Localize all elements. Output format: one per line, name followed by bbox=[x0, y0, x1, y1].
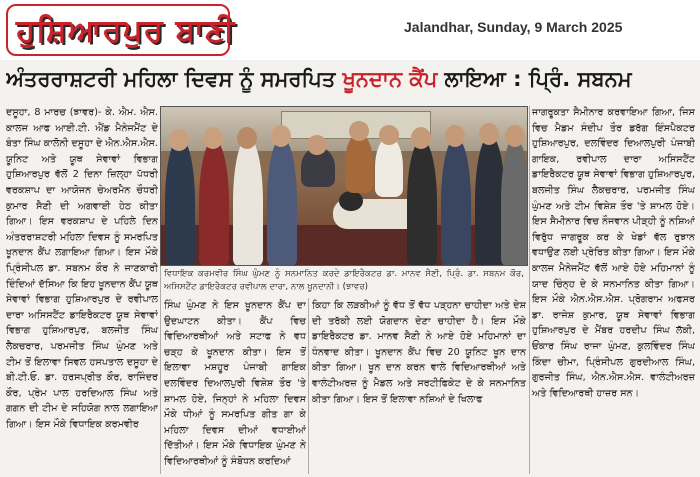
person-figure bbox=[165, 137, 195, 266]
column-divider bbox=[308, 298, 309, 474]
photo-caption: ਵਿਧਾਇਕ ਕਰਮਵੀਰ ਸਿੰਘ ਘੁੰਮਣ ਨੂੰ ਸਨਮਾਨਿਤ ਕਰਦੇ ਡਾਇਰੈਕਟਰ ਡਾ. ਮਾਨਵ ਸੈਣੀ, ਪ੍ਰਿੰ. ਡਾ. ਸਬਨਮ ਕੌਰ, ਅਸਿਸਟੈਂਟ ਡਾਇਰੈਕਟਰ ਰਵੀਪਾਲ ਦਾਰਾ, ਨਾਲ ਖੂਨਦਾਨੀ। (ਝਾਵਰ) bbox=[164, 269, 524, 292]
article-column-1 bbox=[6, 105, 158, 475]
headline-tail: ਲਾਇਆ : ਪ੍ਰਿੰ. ਸਬਨਮ bbox=[437, 67, 632, 91]
person-head bbox=[237, 127, 257, 149]
masthead bbox=[0, 0, 700, 60]
person-head bbox=[479, 123, 499, 145]
headline-main: ਅੰਤਰਰਾਸ਼ਟਰੀ ਮਹਿਲਾ ਦਿਵਸ ਨੂੰ ਸਮਰਪਿਤ bbox=[6, 67, 343, 91]
article-headline bbox=[6, 62, 696, 96]
column-1-text: ਦਸੂਹਾ, 8 ਮਾਰਚ (ਝਾਵਰ)- ਕੇ. ਐਮ. ਐਸ. ਕਾਲਜ ਆਫ ਆਈ.ਟੀ. ਐਂਡ ਮੈਨੇਜਮੈਂਟ ਦੇ ਬੰਤਾ ਸਿੰਘ ਕਾਲੋਨੀ ਦਸੂਹਾ ਦੇ ਐਨ.ਐਸ.ਐਸ. ਯੂਨਿਟ ਅਤੇ ਯੂਥ ਸੇਵਾਵਾਂ ਵਿਭਾਗ ਹੁਸ਼ਿਆਰਪੁਰ ਵੱਲੋਂ 2 ਦਿਨਾ ਜ਼ਿਲ੍ਹਾ ਪੱਧਰੀ ਵਰਕਸ਼ਾਪ ਦਾ ਆਯੋਜਨ ਚੇਅਰਮੈਨ ਚੌਧਰੀ ਕੁਮਾਰ ਸੈਣੀ ਦੀ ਅਗਵਾਈ ਹੇਠ ਕੀਤਾ ਗਿਆ। ਇਸ ਵਰਕਸ਼ਾਪ ਦੇ ਪਹਿਲੇ ਦਿਨ ਅੰਤਰਰਾਸ਼ਟਰੀ ਮਹਿਲਾ ਦਿਵਸ ਨੂੰ ਸਮਰਪਿਤ ਖੂਨਦਾਨ ਕੈਂਪ ਲਗਾਇਆ ਗਿਆ। ਇਸ ਮੌਕੇ ਪ੍ਰਿੰਸੀਪਲ ਡਾ. ਸਬਨਮ ਕੌਰ ਨੇ ਜਾਣਕਾਰੀ ਦਿੰਦਿਆਂ ਦੱਸਿਆ ਕਿ ਇਹ ਖੂਨਦਾਨ ਕੈਂਪ ਯੂਥ ਸੇਵਾਵਾਂ ਵਿਭਾਗ ਹੁਸ਼ਿਆਰਪੁਰ ਦੇ ਰਵੀਪਾਲ ਦਾਰਾ ਅਸਿਸਟੈਂਟ ਡਾਇਰੈਕਟਰ ਯੂਥ ਸੇਵਾਵਾਂ ਵਿਭਾਗ ਹੁਸ਼ਿਆਰਪੁਰ, ਬਲਜੀਤ ਸਿੰਘ ਲੈਕਚਰਾਰ, ਪਰਮਜੀਤ ਸਿੰਘ ਘੁੰਮਣ ਅਤੇ ਟੀਮ ਤੋਂ ਇਲਾਵਾ ਸਿਵਲ ਹਸਪਤਾਲ ਦਸੂਹਾ ਦੇ ਬੀ.ਟੀ.ਓ. ਡਾ. ਹਰਸਪ੍ਰੀਤ ਕੌਰ, ਰਾਜਿੰਦਰ ਕੌਰ, ਪ੍ਰੇਮ ਪਾਲ ਹਰਦਿਆਲ ਸਿੰਘ ਅਤੇ ਗਗਨ ਦੀ ਟੀਮ ਦੇ ਸਹਿਯੋਗ ਨਾਲ ਲਗਾਇਆ ਗਿਆ। ਇਸ ਮੌਕੇ ਵਿਧਾਇਕ ਕਰਮਵੀਰ bbox=[6, 107, 158, 430]
dateline: Jalandhar, Sunday, 9 March 2025 bbox=[404, 19, 623, 35]
person-figure bbox=[345, 133, 373, 193]
person-figure bbox=[441, 137, 471, 266]
newspaper-title: ਹੁਸ਼ਿਆਰਪੁਰ ਬਾਣੀ bbox=[16, 13, 236, 49]
column-2-text: ਸਿੰਘ ਘੁੰਮਣ ਨੇ ਇਸ ਖੂਨਦਾਨ ਕੈਂਪ ਦਾ ਉਦਘਾਟਨ ਕੀਤਾ। ਕੈਂਪ ਵਿਚ ਵਿਦਿਆਰਥੀਆਂ ਅਤੇ ਸਟਾਫ ਨੇ ਵਧ ਚੜ੍ਹ ਕੇ ਖੂਨਦਾਨ ਕੀਤਾ। ਇਸ ਤੋਂ ਇਲਾਵਾ ਮਸ਼ਹੂਰ ਪੰਜਾਬੀ ਗਾਇਕ ਦਲਵਿੰਦਰ ਦਿਆਲਪੁਰੀ ਵਿਸ਼ੇਸ਼ ਤੌਰ 'ਤੇ ਸ਼ਾਮਲ ਹੋਏ, ਜਿਨ੍ਹਾਂ ਨੇ ਮਹਿਲਾ ਦਿਵਸ ਮੌਕੇ ਧੀਆਂ ਨੂੰ ਸਮਰਪਿਤ ਗੀਤ ਗਾ ਕੇ ਮਹਿਲਾ ਦਿਵਸ ਦੀਆਂ ਵਧਾਈਆਂ ਦਿੱਤੀਆਂ। ਇਸ ਮੌਕੇ ਵਿਧਾਇਕ ਘੁੰਮਣ ਨੇ ਵਿਦਿਆਰਥੀਆਂ ਨੂੰ ਸੰਬੋਧਨ ਕਰਦਿਆਂ bbox=[164, 300, 306, 467]
person-head bbox=[203, 127, 223, 149]
person-head bbox=[349, 121, 369, 141]
article-column-4 bbox=[532, 105, 695, 475]
column-4-text: ਜਾਗਰੂਕਤਾ ਸੈਮੀਨਾਰ ਕਰਵਾਇਆ ਗਿਆ, ਜਿਸ ਵਿਚ ਮੈਡਮ ਸੰਦੀਪ ਤੌਰ ਡਰੱਗ ਇੰਸਪੈਕਟਰ ਹੁਸ਼ਿਆਰਪੁਰ, ਦਲਵਿੰਦਰ ਦਿਆਲਪੁਰੀ ਪੰਜਾਬੀ ਗਾਇਕ, ਰਵੀਪਾਲ ਦਾਰਾ ਅਸਿਸਟੈਂਟ ਡਾਇਰੈਕਟਰ ਯੂਥ ਸੇਵਾਵਾਂ ਵਿਭਾਗ ਹੁਸ਼ਿਆਰਪੁਰ, ਬਲਜੀਤ ਸਿੰਘ ਲੈਕਚਰਾਰ, ਪਰਮਜੀਤ ਸਿੰਘ ਘੁੰਮਣ ਅਤੇ ਟੀਮ ਵਿਸ਼ੇਸ਼ ਤੌਰ 'ਤੇ ਸ਼ਾਮਲ ਹੋਏ। ਇਸ ਸੈਮੀਨਾਰ ਵਿਚ ਨੌਜਵਾਨ ਪੀੜ੍ਹੀ ਨੂੰ ਨਸ਼ਿਆਂ ਵਿਰੁੱਧ ਜਾਗਰੂਕ ਕਰ ਕੇ ਖੇਡਾਂ ਵੱਲ ਰੁਝਾਨ ਵਧਾਉਣ ਲਈ ਪ੍ਰੇਰਿਤ ਕੀਤਾ ਗਿਆ। ਇਸ ਮੌਕੇ ਕਾਲਜ ਮੈਨੇਜਮੈਂਟ ਵੱਲੋਂ ਆਏ ਹੋਏ ਮਹਿਮਾਨਾਂ ਨੂੰ ਯਾਦ ਚਿੰਨ੍ਹ ਦੇ ਕੇ ਸਨਮਾਨਿਤ ਕੀਤਾ ਗਿਆ। ਇਸ ਮੌਕੇ ਐਨ.ਐਸ.ਐਸ. ਪ੍ਰੋਗਰਾਮ ਅਫਸਰ ਡਾ. ਰਾਜੇਸ਼ ਕੁਮਾਰ, ਯੂਥ ਸੇਵਾਵਾਂ ਵਿਭਾਗ ਹੁਸ਼ਿਆਰਪੁਰ ਦੇ ਮੈਂਬਰ ਹਰਦੀਪ ਸਿੰਘ ਲੱਕੀ, ਓਂਕਾਰ ਸਿੰਘ ਰਾਜਾ ਘੁੰਮਣ, ਕੁਲਵਿੰਦਰ ਸਿੰਘ ਕਿੰਦਾ ਚੀਮਾ, ਪ੍ਰਿੰਸੀਪਲ ਗੁਰਦੀਆਲ ਸਿੰਘ, ਗੁਰਜੀਤ ਸਿੰਘ, ਐਨ.ਐਸ.ਐਸ. ਵਾਲੰਟੀਅਰਜ਼ ਅਤੇ ਵਿਦਿਆਰਥੀ ਹਾਜ਼ਰ ਸਨ। bbox=[532, 107, 695, 399]
person-head bbox=[271, 125, 291, 147]
person-head bbox=[505, 125, 525, 147]
person-head bbox=[307, 135, 327, 155]
newspaper-logo bbox=[6, 4, 236, 56]
column-divider bbox=[529, 106, 530, 474]
person-figure bbox=[233, 137, 263, 266]
person-head bbox=[411, 127, 431, 149]
person-head bbox=[445, 125, 465, 147]
person-figure bbox=[375, 137, 403, 197]
person-head bbox=[169, 129, 189, 151]
article-column-3 bbox=[312, 298, 526, 476]
event-photo bbox=[160, 106, 528, 266]
person-figure bbox=[199, 139, 229, 266]
person-figure bbox=[501, 137, 528, 266]
column-3-text: ਕਿਹਾ ਕਿ ਲੜਕੀਆਂ ਨੂੰ ਵੱਧ ਤੋਂ ਵੱਧ ਪੜ੍ਹਨਾ ਚਾਹੀਦਾ ਅਤੇ ਦੇਸ਼ ਦੀ ਤਰੱਕੀ ਲਈ ਯੋਗਦਾਨ ਦੇਣਾ ਚਾਹੀਦਾ ਹੈ। ਇਸ ਮੌਕੇ ਡਾਇਰੈਕਟਰ ਡਾ. ਮਾਨਵ ਸੈਣੀ ਨੇ ਆਏ ਹੋਏ ਮਹਿਮਾਨਾਂ ਦਾ ਧੰਨਵਾਦ ਕੀਤਾ। ਖੂਨਦਾਨ ਕੈਂਪ ਵਿਚ 20 ਯੂਨਿਟ ਖੂਨ ਦਾਨ ਕੀਤਾ ਗਿਆ। ਖੂਨ ਦਾਨ ਕਰਨ ਵਾਲੇ ਵਿਦਿਆਰਥੀਆਂ ਅਤੇ ਵਾਲੰਟੀਅਰਜ਼ ਨੂੰ ਮੈਡਲ ਅਤੇ ਸਰਟੀਫਿਕੇਟ ਦੇ ਕੇ ਸਨਮਾਨਿਤ ਕੀਤਾ ਗਿਆ। ਇਸ ਤੋਂ ਇਲਾਵਾ ਨਸ਼ਿਆਂ ਦੇ ਖਿਲਾਫ bbox=[312, 300, 526, 405]
headline-accent: ਖੂਨਦਾਨ ਕੈਂਪ bbox=[342, 67, 438, 91]
person-head bbox=[379, 125, 399, 145]
person-head bbox=[339, 191, 363, 211]
person-figure bbox=[407, 139, 437, 266]
person-figure bbox=[267, 137, 297, 266]
article-column-2 bbox=[164, 298, 306, 476]
